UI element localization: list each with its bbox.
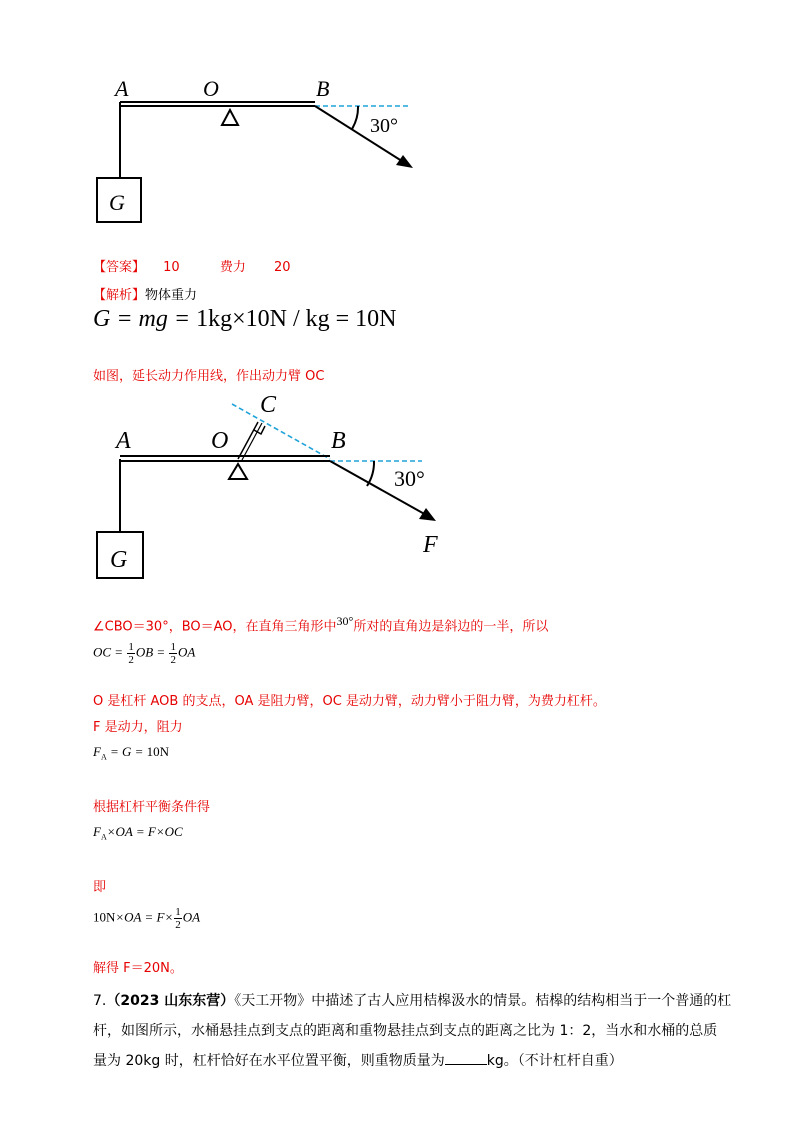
oc-frac-2-den: 2 (170, 654, 176, 666)
lever-diagram-1 (90, 72, 430, 232)
answer-value-2: 费力 (219, 260, 246, 275)
force-arrowhead (396, 155, 413, 168)
angle-relation (93, 614, 548, 634)
final-end: OA (182, 909, 201, 925)
answer-line (93, 256, 291, 275)
final-mid: ×OA = F× (115, 909, 174, 925)
bal-sub: A (100, 832, 107, 842)
analysis-line (93, 284, 197, 303)
final-frac-num: 1 (175, 906, 181, 918)
question-7-line-3 (93, 1046, 733, 1076)
fulcrum-icon (229, 464, 247, 479)
label-o: O (211, 428, 229, 454)
analysis-tag: 【解析】 (93, 288, 146, 303)
lever-diagram-2 (90, 386, 470, 586)
bal-f: F (93, 824, 101, 839)
final-frac-den: 2 (175, 919, 181, 931)
fa-f: F (93, 744, 101, 759)
angle-arc (352, 106, 358, 129)
oc-frac-2 (169, 641, 177, 666)
angle-text-b: 所对的直角边是斜边的一半，所以 (353, 619, 549, 635)
fa-rest: = G = (106, 744, 147, 759)
angle-label: 30° (394, 466, 425, 491)
question-line-1-text: 《天工开物》中描述了古人应用桔槔汲水的情景。桔槔的结构相当于一个普通的杠 (234, 993, 732, 1009)
gravity-equation (93, 306, 396, 333)
final-lhs: 10N (93, 909, 116, 925)
angle-label: 30° (370, 115, 398, 137)
label-g: G (109, 190, 125, 215)
analysis-intro: 物体重力 (145, 288, 198, 303)
moment-arm-oc-edge (242, 423, 262, 460)
label-g: G (110, 547, 128, 573)
question-7-line-2: 杆，如图所示，水桶悬挂点到支点的距离和重物悬挂点到支点的距离之比为 1：2，当水和水桶的总质 (93, 1023, 718, 1039)
fulcrum-icon (222, 110, 238, 125)
fa-val: 10N (146, 744, 170, 759)
label-c: C (260, 392, 277, 418)
oc-frac-1 (127, 641, 135, 666)
question-number: 7. (93, 993, 107, 1009)
angle-text-a: ∠CBO＝30°，BO＝AO，在直角三角形中 (93, 619, 337, 635)
gravity-lhs: G (93, 306, 111, 332)
force-arrowhead (419, 508, 436, 521)
oc-eq-mid: OB = (135, 644, 169, 660)
question-source: （2023 山东东营） (106, 993, 235, 1009)
answer-value-1: 10 (163, 260, 180, 275)
label-a: A (116, 428, 131, 454)
construct-note: 如图，延长动力作用线，作出动力臂 OC (93, 369, 325, 384)
oc-eq-end: OA (177, 644, 196, 660)
result-line: 解得 F＝20N。 (93, 961, 183, 976)
question-line-3-a: 量为 20kg 时，杠杆恰好在水平位置平衡，则重物质量为 (93, 1053, 445, 1069)
oc-frac-2-num: 1 (170, 641, 176, 653)
lever-note: O 是杠杆 AOB 的支点，OA 是阻力臂，OC 是动力臂，动力臂小于阻力臂，为费力杠杆。 (93, 694, 606, 709)
label-f: F (423, 532, 438, 558)
oc-eq-lhs: OC = (93, 644, 127, 660)
question-7-line-1 (93, 986, 733, 1016)
answer-tag: 【答案】 (93, 260, 146, 275)
fa-equation (93, 744, 169, 762)
label-b: B (331, 428, 346, 454)
question-line-3-b: kg。（不计杠杆自重） (486, 1053, 623, 1069)
oc-frac-1-num: 1 (128, 641, 134, 653)
label-b: B (316, 76, 330, 101)
moment-arm-oc (238, 422, 258, 459)
label-a: A (115, 76, 129, 101)
angle-arc (367, 461, 374, 486)
balance-equation (93, 824, 183, 842)
answer-blank[interactable] (445, 1052, 487, 1065)
balance-note: 根据杠杆平衡条件得 (93, 800, 211, 815)
question-7 (93, 986, 733, 1076)
force-note: F 是动力，阻力 (93, 720, 183, 735)
oc-frac-1-den: 2 (128, 654, 134, 666)
gravity-rhs: 1kg×10N / kg = 10N (196, 306, 397, 332)
fa-sub: A (100, 752, 107, 762)
answer-value-3: 20 (274, 260, 291, 275)
angle-sup: 30° (336, 614, 354, 628)
ji-label: 即 (93, 880, 107, 895)
oc-equation (93, 641, 195, 666)
label-o: O (203, 76, 219, 101)
gravity-mid: = mg = (116, 306, 197, 332)
bal-rest: ×OA = F×OC (106, 824, 183, 839)
final-equation (93, 906, 200, 931)
final-frac (174, 906, 182, 931)
